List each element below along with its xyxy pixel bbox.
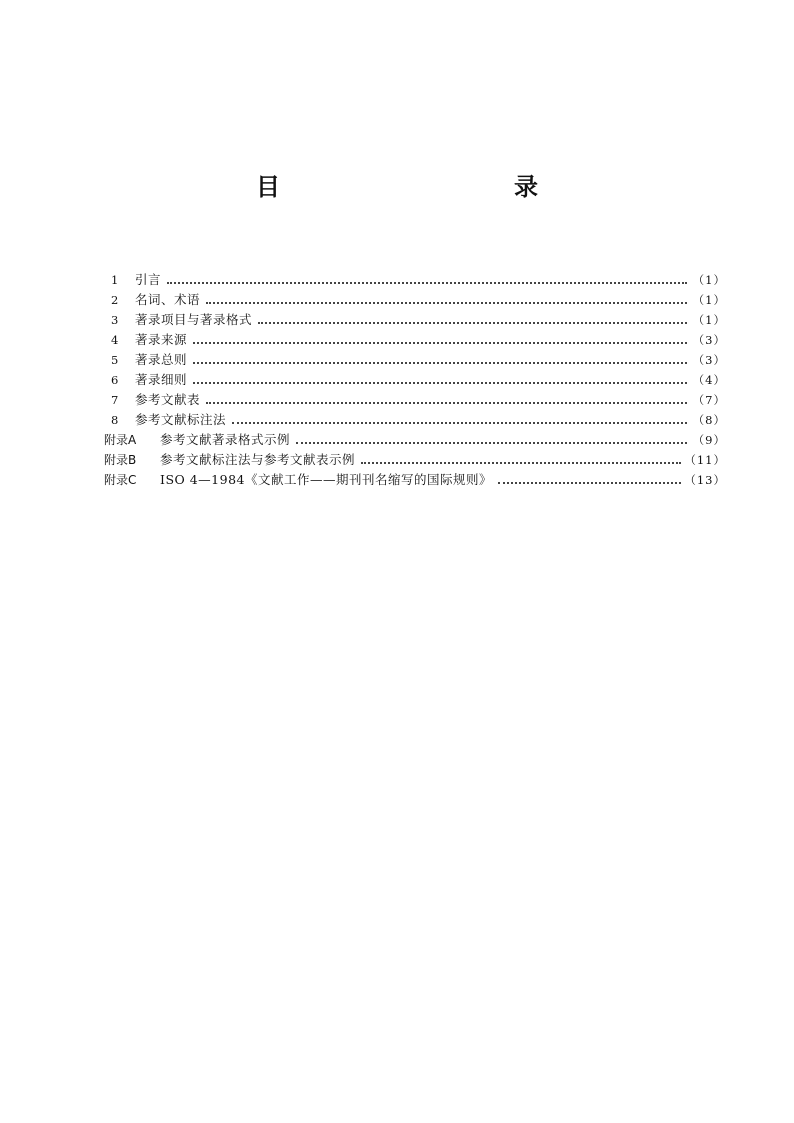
toc-entry-page: （3） (692, 353, 726, 367)
toc-entry-title: 引言 (135, 272, 162, 287)
toc-entry-title: 参考文献标注法与参考文献表示例 (160, 452, 356, 467)
toc-entry-number: 7 (111, 393, 119, 407)
dot-leader (193, 342, 687, 344)
toc-entry-title: 著录细则 (135, 372, 188, 387)
toc-entry-page: （3） (692, 333, 726, 347)
dot-leader (232, 422, 687, 424)
toc-entry-title: 参考文献表 (135, 392, 201, 407)
toc-entry-appendix-a[interactable] (104, 430, 726, 450)
toc-entry-page: （8） (692, 413, 726, 427)
toc-entry-number: 4 (111, 333, 119, 347)
toc-entry-number: 8 (111, 413, 119, 427)
toc-entry-8[interactable] (104, 410, 726, 430)
page-title: 目 录 (256, 173, 600, 201)
toc-entry-title: 著录来源 (135, 332, 188, 347)
dot-leader (206, 302, 687, 304)
toc-entry-number: 附录B (104, 453, 137, 467)
toc-entry-appendix-b[interactable] (104, 450, 726, 470)
toc-entry-title: ISO 4—1984《文献工作——期刊刊名缩写的国际规则》 (160, 472, 492, 487)
toc-entry-6[interactable] (104, 370, 726, 390)
toc-entry-title: 名词、术语 (135, 292, 201, 307)
toc-entry-3[interactable] (104, 310, 726, 330)
toc-entry-title: 参考文献著录格式示例 (160, 432, 291, 447)
toc-entry-5[interactable] (104, 350, 726, 370)
toc-entry-4[interactable] (104, 330, 726, 350)
toc-entry-2[interactable] (104, 290, 726, 310)
toc-entry-number: 5 (111, 353, 119, 367)
toc-entry-number: 3 (111, 313, 119, 327)
toc-entry-page: （4） (692, 373, 726, 387)
toc-entry-number: 附录C (104, 473, 137, 487)
dot-leader (258, 322, 687, 324)
dot-leader (206, 402, 687, 404)
toc-entry-page: （7） (692, 393, 726, 407)
toc-entry-1[interactable] (104, 270, 726, 290)
dot-leader (498, 482, 681, 484)
dot-leader (193, 362, 687, 364)
dot-leader (167, 282, 687, 284)
toc-entry-title: 著录总则 (135, 352, 188, 367)
toc-entry-number: 6 (111, 373, 119, 387)
toc-entry-number: 1 (111, 273, 119, 287)
toc-entry-number: 附录A (104, 433, 137, 447)
dot-leader (193, 382, 687, 384)
toc-entry-title: 著录项目与著录格式 (135, 312, 253, 327)
toc-entry-number: 2 (111, 293, 119, 307)
dot-leader (361, 462, 681, 464)
toc-entry-title: 参考文献标注法 (135, 412, 227, 427)
toc-entry-page: （1） (692, 313, 726, 327)
toc-entry-page: （13） (684, 473, 726, 487)
toc-entry-page: （9） (692, 433, 726, 447)
dot-leader (296, 442, 687, 444)
toc-entry-page: （11） (684, 453, 726, 467)
table-of-contents (104, 270, 726, 490)
toc-entry-page: （1） (692, 293, 726, 307)
toc-entry-7[interactable] (104, 390, 726, 410)
toc-entry-appendix-c[interactable] (104, 470, 726, 490)
toc-entry-page: （1） (692, 273, 726, 287)
